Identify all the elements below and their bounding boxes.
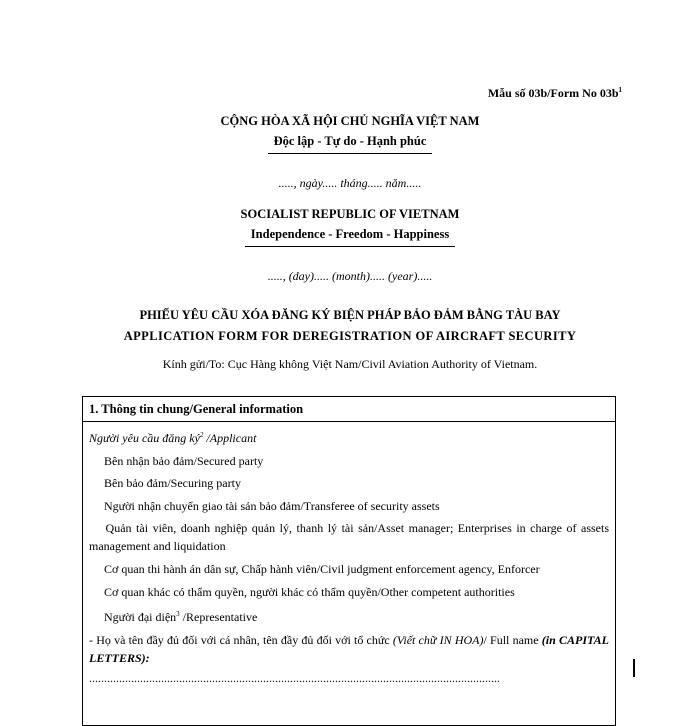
full-name-instruction	[89, 631, 609, 667]
option-transferee[interactable]	[89, 497, 609, 515]
vn-country-name: CỘNG HÒA XÃ HỘI CHỦ NGHĨA VIỆT NAM	[220, 114, 480, 128]
full-name-en-note: (in CAPITAL LETTERS):	[89, 632, 609, 665]
section-body	[83, 422, 615, 687]
applicant-footnote: 2	[199, 431, 204, 439]
option-representative[interactable]	[89, 605, 609, 626]
representative-footnote: 3	[176, 610, 180, 619]
text-cursor	[633, 659, 635, 677]
applicant-label	[89, 426, 609, 447]
option-label: Người nhận chuyển giao tài sản bảo đảm/Transferee of security assets	[104, 498, 440, 513]
general-info-section	[82, 396, 616, 726]
option-label: Bên nhận bảo đảm/Secured party	[104, 453, 264, 468]
representative-label-vn: Người đại diện	[104, 610, 177, 625]
section-heading: 1. Thông tin chung/General information	[83, 397, 615, 422]
option-secured-party[interactable]	[89, 452, 609, 470]
form-number	[488, 86, 622, 101]
vn-motto-wrapper	[0, 134, 700, 154]
option-label: Cơ quan thi hành án dân sự, Chấp hành viên/Civil judgment enforcement agency, Enforcer	[104, 561, 540, 576]
form-number-footnote: 1	[618, 86, 622, 94]
en-motto-wrapper	[0, 227, 700, 247]
full-name-prefix: - Họ và tên đầy đủ đối với cá nhân, tên đầy đủ đối với tổ chức	[89, 632, 393, 647]
representative-label-en: /Representative	[179, 610, 258, 625]
form-title-en: APPLICATION FORM FOR DEREGISTRATION OF AIRCRAFT SECURITY	[123, 329, 577, 343]
form-title-vn: PHIẾU YÊU CẦU XÓA ĐĂNG KÝ BIỆN PHÁP BẢO ĐẢM BẰNG TÀU BAY	[139, 308, 561, 322]
en-motto: Independence - Freedom - Happiness	[251, 227, 449, 247]
vn-motto: Độc lập - Tự do - Hạnh phúc	[274, 134, 427, 154]
option-label: Quản tài viên, doanh nghiệp quản lý, thanh lý tài sản/Asset manager; Enterprises in charge of assets management and liquidation	[89, 521, 609, 554]
applicant-label-en: /Applicant	[203, 431, 257, 445]
en-country-name: SOCIALIST REPUBLIC OF VIETNAM	[240, 207, 460, 221]
option-asset-manager[interactable]	[89, 519, 609, 555]
option-securing-party[interactable]	[89, 474, 609, 492]
full-name-mid: / Full name	[483, 632, 542, 647]
option-label: Cơ quan khác có thẩm quyền, người khác có thẩm quyền/Other competent authorities	[104, 584, 515, 599]
applicant-label-vn: Người yêu cầu đăng ký	[89, 431, 200, 445]
form-number-text: Mẫu số 03b/Form No 03b	[487, 86, 619, 100]
full-name-entry-line[interactable]: .........................................................................................................................................	[89, 670, 500, 685]
addressee-line: Kính gửi/To: Cục Hàng không Việt Nam/Civil Aviation Authority of Vietnam.	[162, 357, 538, 371]
full-name-vn-note: (Viết chữ IN HOA)	[392, 632, 484, 647]
option-label: Bên bảo đảm/Securing party	[104, 476, 241, 491]
vn-date-line: ....., ngày..... tháng..... năm.....	[278, 176, 422, 190]
en-date-line: ....., (day)..... (month)..... (year).....	[267, 269, 433, 283]
option-other-authorities[interactable]	[89, 583, 609, 601]
option-enforcement-agency[interactable]	[89, 560, 609, 578]
